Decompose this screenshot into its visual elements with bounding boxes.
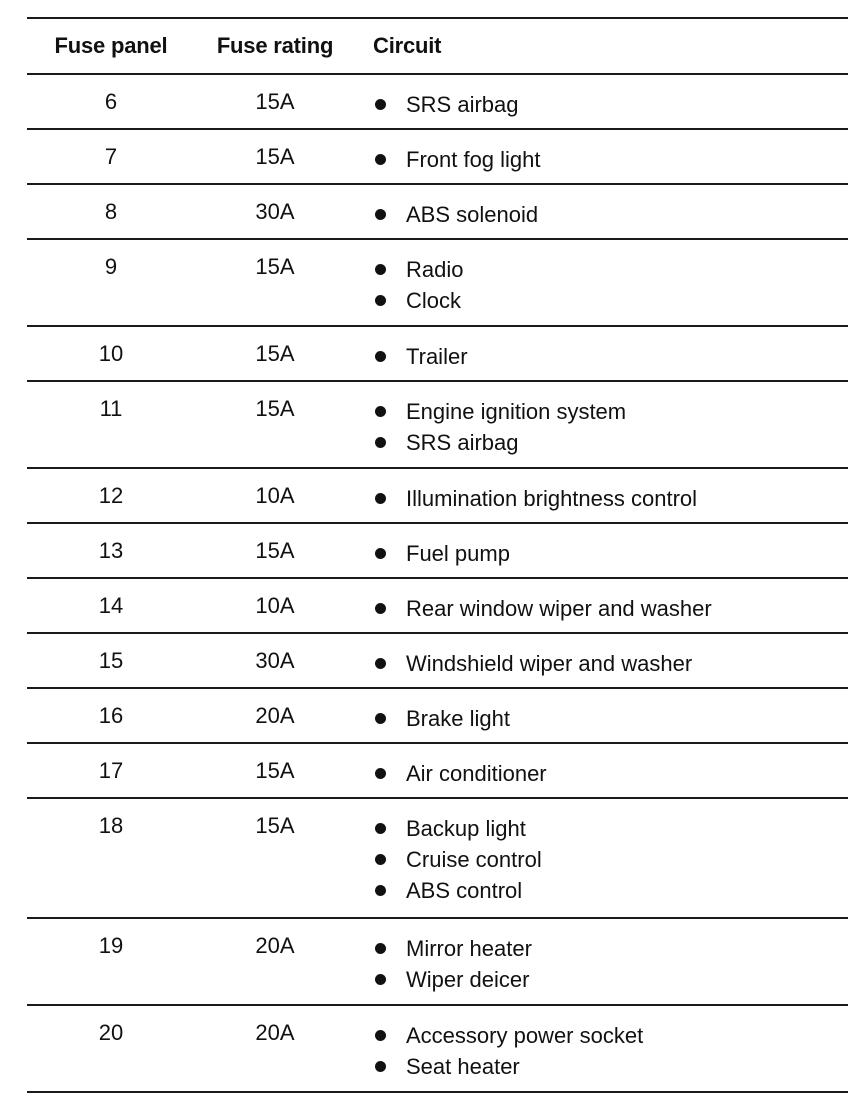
circuit-list: [373, 537, 848, 570]
bullet-icon: [375, 823, 386, 834]
circuit-list: [373, 812, 848, 907]
circuit-list: [373, 143, 848, 176]
circuit-cell: [355, 702, 848, 735]
circuit-name: Mirror heater: [406, 935, 532, 961]
circuit-item: [373, 757, 848, 790]
header-circuit: Circuit: [373, 33, 442, 58]
circuit-name: Cruise control: [406, 846, 542, 872]
circuit-name: ABS control: [406, 877, 523, 903]
circuit-item: [373, 143, 848, 176]
fuse-panel-number: 17: [98, 758, 124, 783]
circuit-name: Brake light: [406, 705, 510, 731]
circuit-item: [373, 1050, 848, 1083]
table-row: [27, 327, 848, 382]
circuit-item: [373, 963, 848, 996]
bullet-icon: [375, 437, 386, 448]
circuit-item: [373, 284, 848, 317]
table-row: [27, 744, 848, 799]
bullet-icon: [375, 99, 386, 110]
fuse-panel-number: 12: [98, 483, 124, 508]
fuse-rating-value: 15A: [255, 538, 295, 563]
fuse-panel-number: 14: [98, 593, 124, 618]
fuse-rating-value: 15A: [255, 144, 295, 169]
fuse-panel-number: 9: [104, 254, 118, 279]
fuse-panel-number: 13: [98, 538, 124, 563]
circuit-item: [373, 426, 848, 459]
circuit-item: [373, 253, 848, 286]
fuse-panel-number: 20: [98, 1020, 124, 1045]
circuit-item: [373, 537, 848, 570]
table-row: [27, 579, 848, 634]
fuse-panel-number: 10: [98, 341, 124, 366]
fuse-rating-value: 10A: [255, 483, 295, 508]
circuit-cell: [355, 253, 848, 317]
circuit-list: [373, 482, 848, 515]
circuit-cell: [355, 1019, 848, 1083]
fuse-rating-value: 15A: [255, 813, 295, 838]
table-row: [27, 130, 848, 185]
circuit-item: [373, 88, 848, 121]
circuit-item: [373, 1019, 848, 1052]
table-row: [27, 382, 848, 469]
bullet-icon: [375, 974, 386, 985]
circuit-list: [373, 702, 848, 735]
circuit-list: [373, 198, 848, 231]
circuit-name: Windshield wiper and washer: [406, 650, 693, 676]
table-row: [27, 75, 848, 130]
header-fuse-panel: Fuse panel: [54, 33, 168, 58]
bullet-icon: [375, 154, 386, 165]
bullet-icon: [375, 658, 386, 669]
table-row: [27, 524, 848, 579]
table-row: [27, 919, 848, 1006]
fuse-rating-value: 30A: [255, 648, 295, 673]
fuse-panel-number: 16: [98, 703, 124, 728]
circuit-list: [373, 88, 848, 121]
circuit-cell: [355, 647, 848, 680]
circuit-item: [373, 592, 848, 625]
table-body: [27, 75, 848, 1093]
bullet-icon: [375, 493, 386, 504]
bullet-icon: [375, 548, 386, 559]
fuse-rating-value: 20A: [255, 703, 295, 728]
circuit-cell: [355, 88, 848, 121]
bullet-icon: [375, 603, 386, 614]
table-row: [27, 634, 848, 689]
circuit-cell: [355, 143, 848, 176]
fuse-panel-number: 8: [104, 199, 118, 224]
fuse-panel-number: 18: [98, 813, 124, 838]
fuse-panel-number: 6: [104, 89, 118, 114]
circuit-list: [373, 1019, 848, 1083]
fuse-table: [27, 17, 848, 1093]
fuse-rating-value: 15A: [255, 758, 295, 783]
bullet-icon: [375, 406, 386, 417]
circuit-name: Front fog light: [406, 146, 541, 172]
circuit-list: [373, 932, 848, 996]
circuit-cell: [355, 482, 848, 515]
bullet-icon: [375, 885, 386, 896]
fuse-rating-value: 15A: [255, 89, 295, 114]
table-row: [27, 689, 848, 744]
circuit-cell: [355, 757, 848, 790]
table-row: [27, 185, 848, 240]
circuit-name: Wiper deicer: [406, 966, 530, 992]
circuit-item: [373, 702, 848, 735]
fuse-panel-number: 15: [98, 648, 124, 673]
fuse-rating-value: 15A: [255, 254, 295, 279]
bullet-icon: [375, 854, 386, 865]
circuit-name: Radio: [406, 256, 464, 282]
circuit-list: [373, 253, 848, 317]
circuit-name: Rear window wiper and washer: [406, 595, 712, 621]
circuit-name: Trailer: [406, 343, 468, 369]
circuit-item: [373, 843, 848, 876]
fuse-rating-value: 20A: [255, 1020, 295, 1045]
table-row: [27, 1006, 848, 1093]
fuse-rating-value: 20A: [255, 933, 295, 958]
circuit-item: [373, 395, 848, 428]
bullet-icon: [375, 768, 386, 779]
circuit-cell: [355, 395, 848, 459]
fuse-panel-number: 7: [104, 144, 118, 169]
circuit-item: [373, 340, 848, 373]
circuit-cell: [355, 932, 848, 996]
table-row: [27, 469, 848, 524]
bullet-icon: [375, 351, 386, 362]
fuse-panel-number: 11: [99, 396, 123, 421]
circuit-cell: [355, 198, 848, 231]
circuit-name: Illumination brightness control: [406, 485, 698, 511]
circuit-name: Backup light: [406, 815, 526, 841]
bullet-icon: [375, 1061, 386, 1072]
table-header: [27, 19, 848, 75]
circuit-list: [373, 340, 848, 373]
circuit-name: Air conditioner: [406, 760, 547, 786]
circuit-item: [373, 198, 848, 231]
circuit-item: [373, 812, 848, 845]
circuit-list: [373, 757, 848, 790]
bullet-icon: [375, 943, 386, 954]
table-row: [27, 240, 848, 327]
bullet-icon: [375, 1030, 386, 1041]
circuit-cell: [355, 340, 848, 373]
table-row: [27, 799, 848, 919]
circuit-item: [373, 647, 848, 680]
fuse-rating-value: 10A: [255, 593, 295, 618]
circuit-list: [373, 592, 848, 625]
circuit-name: Engine ignition system: [406, 398, 627, 424]
fuse-rating-value: 30A: [255, 199, 295, 224]
circuit-name: Fuel pump: [406, 540, 510, 566]
circuit-item: [373, 482, 848, 515]
circuit-item: [373, 932, 848, 965]
circuit-item: [373, 874, 848, 907]
bullet-icon: [375, 295, 386, 306]
fuse-rating-value: 15A: [255, 396, 295, 421]
bullet-icon: [375, 209, 386, 220]
bullet-icon: [375, 713, 386, 724]
circuit-name: ABS solenoid: [406, 201, 539, 227]
circuit-list: [373, 395, 848, 459]
circuit-name: SRS airbag: [406, 91, 519, 117]
circuit-list: [373, 647, 848, 680]
circuit-name: SRS airbag: [406, 429, 519, 455]
circuit-name: Accessory power socket: [406, 1022, 644, 1048]
bullet-icon: [375, 264, 386, 275]
header-fuse-rating: Fuse rating: [216, 33, 334, 58]
fuse-panel-number: 19: [98, 933, 124, 958]
circuit-cell: [355, 592, 848, 625]
circuit-name: Seat heater: [406, 1053, 520, 1079]
circuit-cell: [355, 812, 848, 907]
circuit-cell: [355, 537, 848, 570]
fuse-rating-value: 15A: [255, 341, 295, 366]
circuit-name: Clock: [406, 287, 462, 313]
